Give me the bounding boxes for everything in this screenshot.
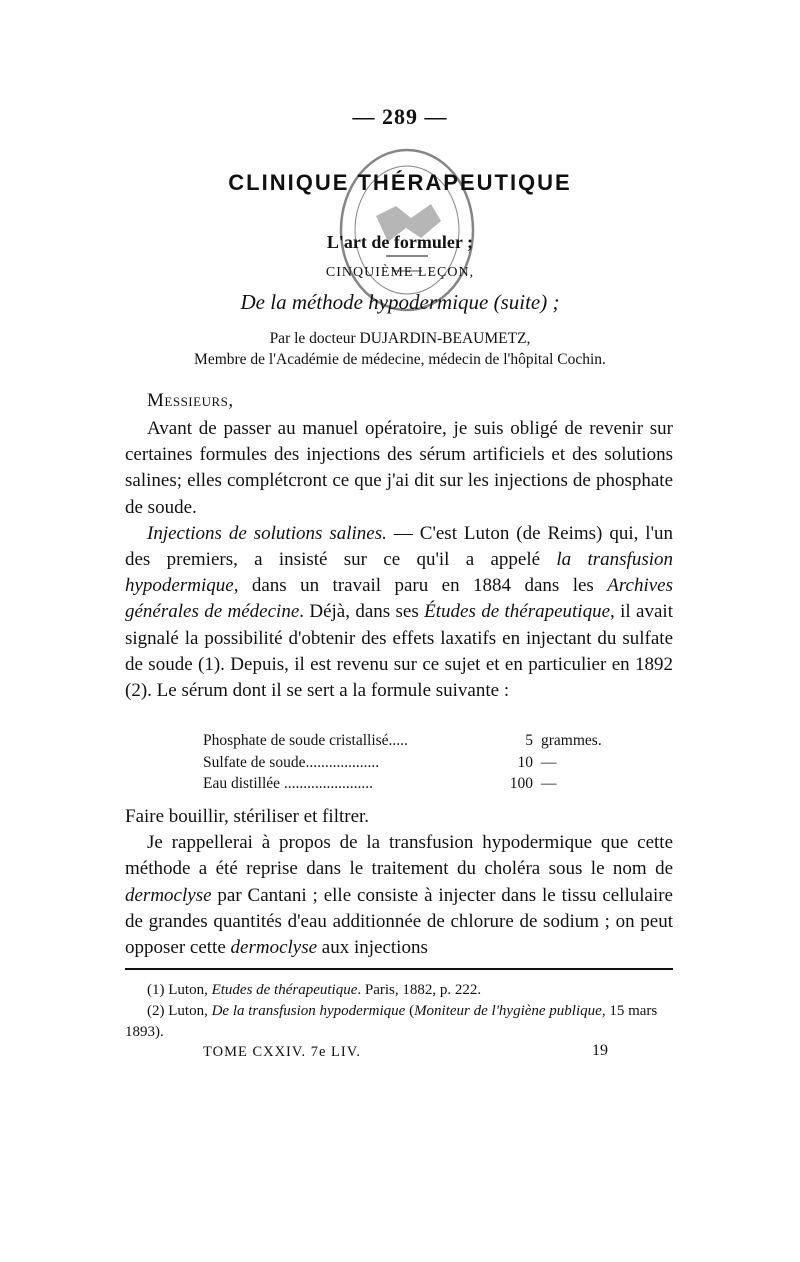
paragraph-2-text: , dans un travail paru en 1884 dans les	[233, 575, 608, 597]
footnote-text: , 15 mars 1893).	[125, 1003, 658, 1040]
paragraph-2-heading: Injections de solutions salines.	[147, 522, 387, 544]
footnotes	[125, 980, 680, 1043]
paragraph-3-italic: dermoclyse	[125, 884, 212, 906]
paragraph-2-italic: Archives générales de médecine	[125, 575, 673, 623]
lesson-topic: De la méthode hypodermique (suite) ;	[240, 290, 560, 314]
lesson-number: CINQUIÈME LEÇON,	[325, 265, 475, 280]
footnote-text: . Paris, 1882, p. 222.	[357, 982, 482, 998]
paragraph-3	[125, 830, 673, 961]
paragraph-2	[125, 521, 673, 704]
formula-quantity: 100	[509, 775, 533, 792]
author-affiliation: Membre de l'Académie de médecine, médecin de l'hôpital Cochin.	[194, 351, 606, 368]
instruction: Faire bouillir, stériliser et filtrer.	[125, 806, 370, 827]
formula-ingredient: Sulfate de soude...................	[203, 753, 380, 771]
article-subtitle: L'art de formuler ;	[326, 232, 474, 252]
footnote-text: (1) Luton,	[147, 982, 212, 998]
continuation-text	[125, 804, 673, 961]
formula-unit: grammes.	[541, 732, 602, 749]
paragraph-3-text: par Cantani ; elle consiste à injecter dans le tissu cellulaire de grandes quantités d'eau additionnée de chlorure de sodium ; on peut opposer cette	[125, 884, 673, 959]
paragraph-3-text: aux injections	[317, 937, 428, 959]
paragraph-1: Avant de passer au manuel opératoire, je suis obligé de revenir sur certaines formules des injections des sérum artificiels et des solutions salines; elles complétcront ce que j'ai dit sur les injections de phosphate de soude.	[125, 418, 673, 518]
formula-ingredient: Phosphate de soude cristallisé.....	[203, 732, 408, 749]
salutation: Messieurs,	[147, 390, 234, 411]
formula-quantity: 5	[525, 732, 533, 749]
formula-quantity: 10	[517, 753, 533, 771]
paragraph-3-italic: dermoclyse	[230, 937, 318, 959]
author-line: Par le docteur DUJARDIN-BEAUMETZ,	[269, 330, 531, 347]
formula-row	[203, 730, 623, 752]
paragraph-2-text: . Déjà, dans ses	[299, 601, 425, 623]
footnote-text: (2) Luton,	[147, 1003, 212, 1019]
formula-ingredient: Eau distillée .......................	[203, 775, 374, 792]
footnote-1	[125, 980, 680, 1001]
formula-unit: —	[541, 775, 557, 792]
footnote-divider	[125, 968, 673, 970]
formula-table	[203, 730, 623, 795]
footnote-2	[125, 1001, 680, 1043]
footnote-italic: De la transfusion hypodermique	[211, 1003, 406, 1019]
formula-row	[203, 752, 623, 774]
section-title: CLINIQUE THÉRAPEUTIQUE	[228, 170, 572, 195]
formula-row	[203, 773, 623, 795]
signature-mark: TOME CXXIV. 7e LIV.	[203, 1044, 361, 1060]
footnote-text: (	[405, 1003, 415, 1019]
paragraph-2-italic: la transfusion hypodermique	[125, 549, 673, 597]
footnote-italic: Etudes de thérapeutique	[211, 982, 358, 998]
sheet-number: 19	[592, 1042, 608, 1059]
paragraph-3-text: Je rappellerai à propos de la transfusion hypodermique que cette méthode a été reprise dans le traitement du choléra sous le nom de	[125, 832, 673, 880]
page-number: — 289 —	[352, 104, 448, 129]
paragraph-2-text: — C'est Luton (de Reims) qui, l'un des premiers, a insisté sur ce qu'il a appelé	[125, 522, 673, 571]
paragraph-2-text: , il avait signalé la possibilité d'obtenir des effets laxatifs en injectant du sulfate de soude (1). Depuis, il est revenu sur ce sujet et en particulier en 1892 (2). Le sérum dont il se sert a la formule suivante :	[125, 601, 673, 702]
paragraph-2-italic: Études de thérapeutique	[424, 601, 611, 623]
main-text	[125, 416, 673, 704]
formula-unit: —	[541, 753, 557, 771]
footnote-italic: Moniteur de l'hygiène publique	[414, 1003, 602, 1019]
